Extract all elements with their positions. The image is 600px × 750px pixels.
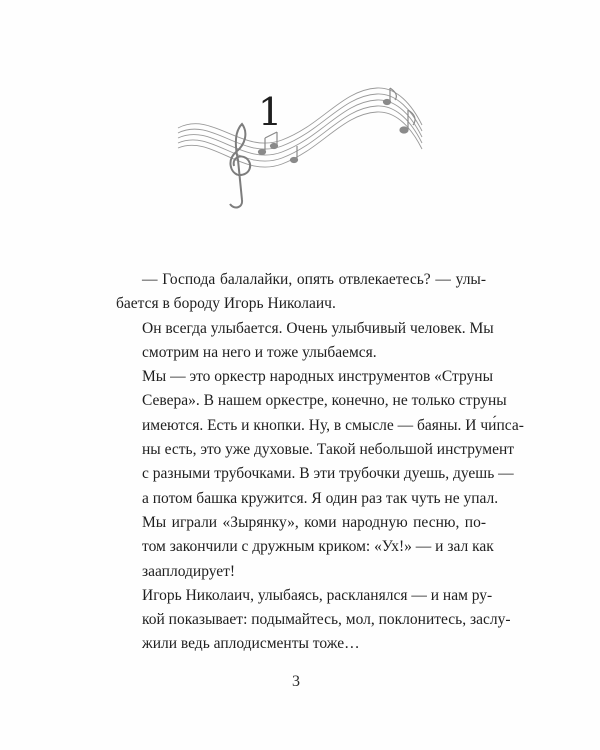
text-line: Мы — это оркестр народных инструментов «Струны bbox=[142, 368, 493, 386]
text-line: имеются. Есть и кнопки. Ну, в смысле — баяны. И чи́пса- bbox=[142, 416, 524, 434]
page-number: 3 bbox=[292, 673, 300, 690]
chapter-number: 1 bbox=[258, 90, 283, 134]
text-line: с разными трубочками. В эти трубочки дуешь, дуешь — bbox=[142, 465, 514, 483]
text-line: Игорь Николаич, улыбаясь, раскланялся — и нам ру- bbox=[142, 586, 493, 604]
text-line: жили ведь аплодисменты тоже… bbox=[142, 635, 360, 653]
paragraph bbox=[116, 511, 494, 584]
chapter-text bbox=[116, 268, 524, 657]
text-line: зааплодирует! bbox=[142, 562, 236, 580]
paragraph bbox=[116, 365, 524, 511]
text-line: Мы играли «Зырянку», коми народную песню, по- bbox=[142, 513, 486, 531]
text-line: смотрим на него и тоже улыбаемся. bbox=[142, 343, 377, 361]
music-staff-ribbon-icon bbox=[172, 80, 432, 210]
text-line: Севера». В нашем оркестре, конечно, не только струны bbox=[142, 392, 507, 410]
text-line: — Господа балалайки, опять отвлекаетесь? — улы- bbox=[142, 271, 486, 288]
text-line: том закончили с дружным криком: «Ух!» — и зал как bbox=[142, 538, 494, 556]
text-line: бается в бороду Игорь Николаич. bbox=[116, 295, 336, 313]
paragraph bbox=[116, 584, 511, 657]
text-line: кой показывает: подымайтесь, мол, поклонитесь, заслу- bbox=[142, 611, 511, 629]
text-line: а потом башка кружится. Я один раз так чуть не упал. bbox=[142, 489, 499, 507]
text-line: ны есть, это уже духовые. Такой небольшой инструмент bbox=[142, 441, 515, 459]
paragraph bbox=[116, 317, 494, 366]
text-line: Он всегда улыбается. Очень улыбчивый человек. Мы bbox=[142, 319, 494, 337]
paragraph bbox=[116, 268, 486, 317]
